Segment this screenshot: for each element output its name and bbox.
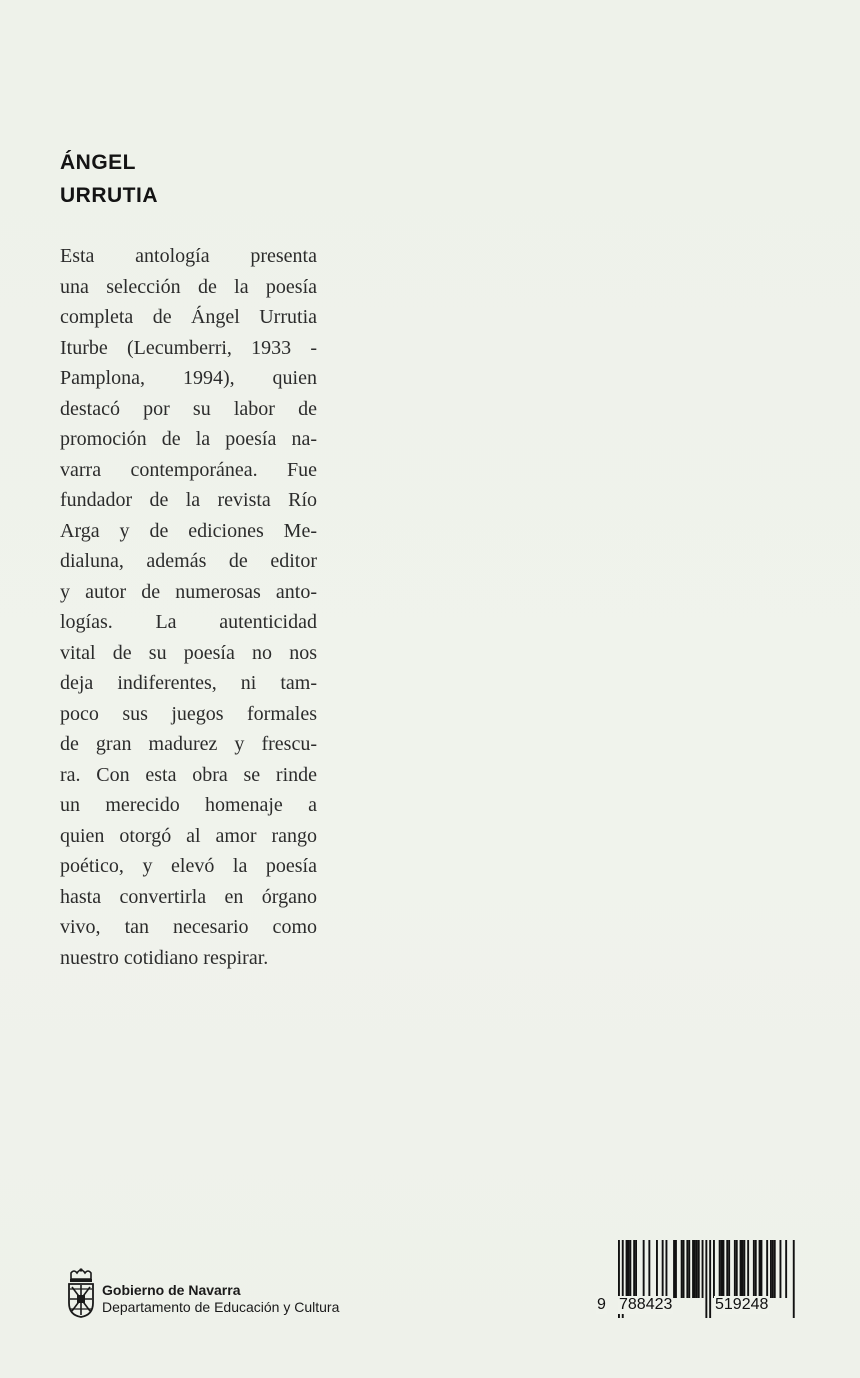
isbn-right-group: 519248 bbox=[715, 1296, 769, 1313]
barcode-bar bbox=[728, 1240, 730, 1298]
barcode-bar bbox=[772, 1240, 774, 1298]
barcode-bar bbox=[766, 1240, 768, 1298]
barcode-bar bbox=[740, 1240, 742, 1298]
blurb-line: destacó por su labor de bbox=[60, 397, 317, 420]
isbn-left-group: 788423 bbox=[619, 1296, 673, 1313]
blurb-line: fundador de la revista Río bbox=[60, 489, 317, 511]
barcode-bar bbox=[683, 1240, 685, 1298]
blurb-line: promoción de la poesía na- bbox=[60, 428, 317, 450]
blurb-line: un merecido homenaje a bbox=[60, 794, 317, 816]
barcode-bar bbox=[719, 1240, 721, 1298]
barcode-bar bbox=[686, 1240, 688, 1298]
blurb-text bbox=[60, 241, 317, 973]
barcode-bar bbox=[742, 1240, 744, 1298]
blurb-line: vivo, tan necesario como bbox=[60, 916, 317, 938]
publisher-department: Departamento de Educación y Cultura bbox=[102, 1299, 340, 1315]
barcode-bar bbox=[643, 1240, 645, 1298]
barcode-bar bbox=[774, 1240, 776, 1298]
blurb-line: Iturbe (Lecumberri, 1933 - bbox=[60, 336, 317, 359]
barcode-bar bbox=[656, 1240, 658, 1298]
blurb-line: nuestro cotidiano respirar. bbox=[60, 946, 269, 969]
isbn-first-digit: 9 bbox=[597, 1296, 606, 1313]
barcode-bar bbox=[635, 1240, 637, 1298]
barcode-bar bbox=[629, 1240, 631, 1298]
blurb-line: una selección de la poesía bbox=[60, 275, 317, 298]
publisher-name: Gobierno de Navarra bbox=[102, 1282, 241, 1298]
blurb-line: Pamplona, 1994), quien bbox=[60, 367, 317, 389]
barcode-bar bbox=[721, 1240, 723, 1298]
barcode-bar bbox=[761, 1240, 763, 1298]
author-name bbox=[60, 146, 158, 212]
barcode-bar bbox=[747, 1240, 749, 1298]
author-first-name: ÁNGEL bbox=[60, 151, 136, 174]
barcode-bar bbox=[628, 1240, 630, 1298]
barcode-bar bbox=[696, 1240, 698, 1298]
publisher-block bbox=[66, 1267, 339, 1319]
barcode-bar bbox=[780, 1240, 782, 1298]
barcode-bar bbox=[753, 1240, 755, 1298]
blurb-line: Arga y de ediciones Me- bbox=[60, 519, 317, 542]
blurb-line: y autor de numerosas anto- bbox=[60, 580, 317, 603]
blurb-line: poco sus juegos formales bbox=[60, 702, 317, 725]
blurb-line: vital de su poesía no nos bbox=[60, 641, 317, 664]
barcode-bar bbox=[785, 1240, 787, 1298]
blurb-line: de gran madurez y frescu- bbox=[60, 733, 317, 755]
blurb-line: hasta convertirla en órgano bbox=[60, 885, 317, 908]
author-last-name: URRUTIA bbox=[60, 184, 158, 207]
barcode-bar bbox=[736, 1240, 738, 1298]
barcode-bar bbox=[673, 1240, 675, 1298]
blurb-line: Esta antología presenta bbox=[60, 245, 317, 267]
barcode-bar bbox=[694, 1240, 696, 1298]
barcode-bar bbox=[626, 1240, 628, 1298]
blurb-line: completa de Ángel Urrutia bbox=[60, 306, 317, 328]
barcode-bar bbox=[666, 1240, 668, 1298]
navarra-coat-of-arms-icon bbox=[66, 1267, 96, 1319]
blurb-line: deja indiferentes, ni tam- bbox=[60, 672, 317, 694]
barcode-bar bbox=[770, 1240, 772, 1298]
barcode-bar bbox=[648, 1240, 650, 1298]
barcode-bar bbox=[681, 1240, 683, 1298]
blurb-line: poético, y elevó la poesía bbox=[60, 855, 317, 877]
barcode-bar bbox=[688, 1240, 690, 1298]
barcode-bar bbox=[692, 1240, 694, 1298]
barcode-bar bbox=[633, 1240, 635, 1298]
blurb-line: varra contemporánea. Fue bbox=[60, 458, 317, 481]
blurb-line: quien otorgó al amor rango bbox=[60, 824, 317, 847]
blurb-line: logías. La autenticidad bbox=[60, 611, 317, 633]
barcode-bar bbox=[734, 1240, 736, 1298]
barcode-bar bbox=[698, 1240, 700, 1298]
barcode-bar bbox=[675, 1240, 677, 1298]
isbn-digits bbox=[596, 1296, 796, 1320]
barcode-bar bbox=[755, 1240, 757, 1298]
barcode-bar bbox=[713, 1240, 715, 1298]
barcode-bar bbox=[759, 1240, 761, 1298]
barcode-bar bbox=[726, 1240, 728, 1298]
barcode-bar bbox=[702, 1240, 704, 1298]
blurb-line: ra. Con esta obra se rinde bbox=[60, 763, 317, 786]
blurb-line: dialuna, además de editor bbox=[60, 550, 317, 572]
barcode-bar bbox=[662, 1240, 664, 1298]
barcode-bar bbox=[723, 1240, 725, 1298]
barcode-bar bbox=[743, 1240, 745, 1298]
